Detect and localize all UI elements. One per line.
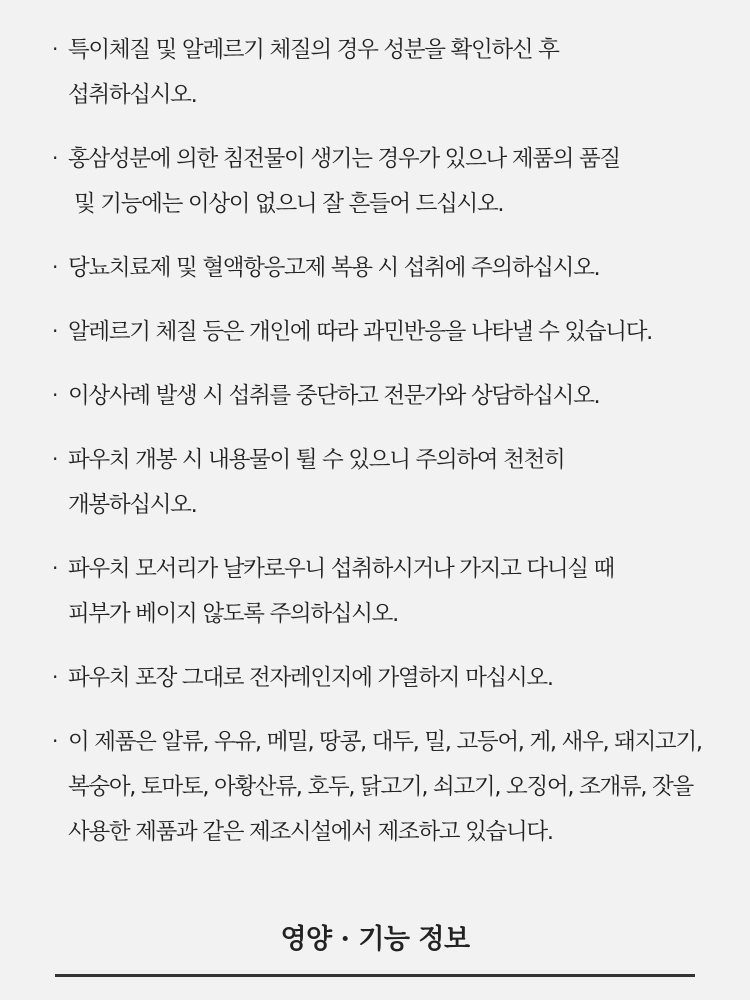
precaution-line: 특이체질 및 알레르기 체질의 경우 성분을 확인하신 후 bbox=[68, 37, 559, 63]
precaution-line: 피부가 베이지 않도록 주의하십시오. bbox=[68, 601, 398, 627]
bullet-dot-icon: · bbox=[52, 383, 58, 407]
precaution-line: 및 기능에는 이상이 없으니 잘 흔들어 드십시오. bbox=[74, 191, 504, 217]
bullet-dot-icon: · bbox=[52, 447, 58, 471]
precaution-line: 알레르기 체질 등은 개인에 따라 과민반응을 나타낼 수 있습니다. bbox=[68, 319, 652, 345]
bullet-dot-icon: · bbox=[52, 556, 58, 580]
precaution-item bbox=[52, 28, 742, 118]
precaution-item bbox=[52, 547, 742, 637]
precaution-line: 파우치 개봉 시 내용물이 튈 수 있으니 주의하여 천천히 bbox=[68, 447, 565, 473]
precaution-item bbox=[52, 246, 742, 291]
section-title: 영양 · 기능 정보 bbox=[280, 924, 470, 955]
precaution-line: 사용한 제품과 같은 제조시설에서 제조하고 있습니다. bbox=[68, 819, 553, 845]
bullet-dot-icon: · bbox=[52, 37, 58, 61]
precautions-list bbox=[52, 28, 742, 874]
bullet-dot-icon: · bbox=[52, 255, 58, 279]
precaution-line: 개봉하십시오. bbox=[68, 492, 197, 518]
section-divider bbox=[55, 974, 695, 977]
precaution-text bbox=[68, 374, 599, 419]
precaution-item bbox=[52, 374, 742, 419]
precaution-item bbox=[52, 438, 742, 528]
bullet-dot-icon: · bbox=[52, 665, 58, 689]
precaution-item bbox=[52, 137, 742, 227]
precaution-text bbox=[68, 28, 559, 118]
precaution-line: 홍삼성분에 의한 침전물이 생기는 경우가 있으나 제품의 품질 bbox=[68, 146, 620, 172]
precaution-line: 당뇨치료제 및 혈액항응고제 복용 시 섭취에 주의하십시오. bbox=[68, 255, 600, 281]
precaution-line: 이상사례 발생 시 섭취를 중단하고 전문가와 상담하십시오. bbox=[68, 383, 600, 409]
precaution-text bbox=[68, 246, 599, 291]
precaution-text bbox=[68, 547, 614, 637]
precaution-line: 파우치 포장 그대로 전자레인지에 가열하지 마십시오. bbox=[68, 665, 553, 691]
precaution-text bbox=[68, 720, 702, 855]
precaution-item bbox=[52, 656, 742, 701]
precaution-item bbox=[52, 720, 742, 855]
precaution-line: 섭취하십시오. bbox=[68, 82, 197, 108]
bullet-dot-icon: · bbox=[52, 319, 58, 343]
precaution-text bbox=[68, 137, 620, 227]
precaution-line: 이 제품은 알류, 우유, 메밀, 땅콩, 대두, 밀, 고등어, 게, 새우, 돼지고기, bbox=[68, 729, 702, 755]
bullet-dot-icon: · bbox=[52, 146, 58, 170]
bullet-dot-icon: · bbox=[52, 729, 58, 753]
precaution-text bbox=[68, 310, 652, 355]
precaution-line: 복숭아, 토마토, 아황산류, 호두, 닭고기, 쇠고기, 오징어, 조개류, 잣을 bbox=[68, 774, 693, 800]
precaution-text bbox=[68, 438, 564, 528]
precaution-item bbox=[52, 310, 742, 355]
precaution-line: 파우치 모서리가 날카로우니 섭취하시거나 가지고 다니실 때 bbox=[68, 556, 614, 582]
precaution-text bbox=[68, 656, 553, 701]
